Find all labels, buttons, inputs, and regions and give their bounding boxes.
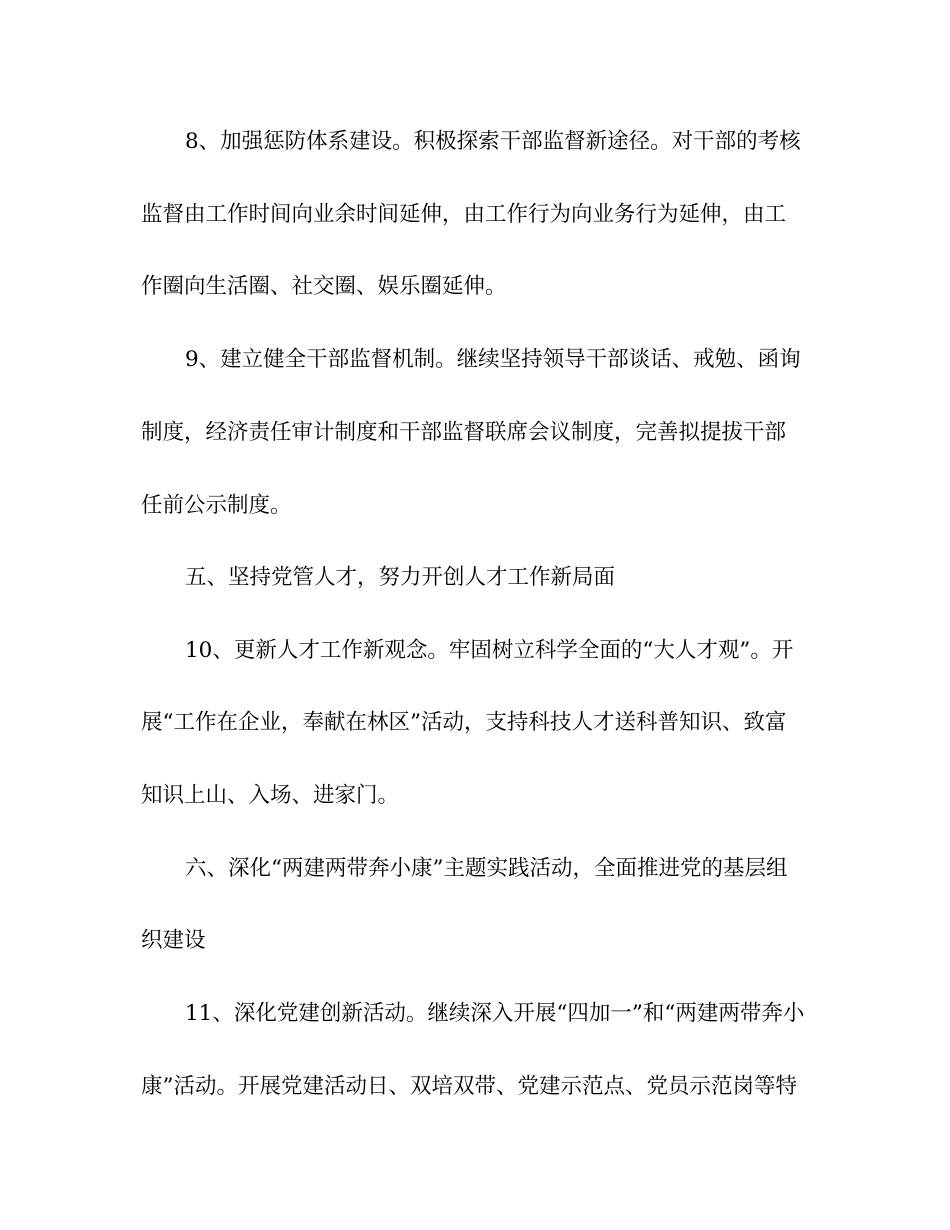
paragraph-11-line-2: 康”活动。开展党建活动日、双培双带、党建示范点、党员示范岗等特 xyxy=(141,1074,797,1099)
paragraph-8-line-3: 作圈向生活圈、社交圈、娱乐圈延伸。 xyxy=(141,274,507,299)
paragraph-8-line-1: 8、加强惩防体系建设。积极探索干部监督新途径。对干部的考核 xyxy=(185,129,801,154)
paragraph-10-line-2: 展“工作在企业，奉献在林区”活动，支持科技人才送科普知识、致富 xyxy=(141,710,787,735)
paragraph-9-line-2: 制度，经济责任审计制度和干部监督联席会议制度，完善拟提拔干部 xyxy=(141,420,787,445)
paragraph-10-line-3: 知识上山、入场、进家门。 xyxy=(141,783,400,808)
section-6-heading-line-1: 六、深化“两建两带奔小康”主题实践活动，全面推进党的基层组 xyxy=(185,856,788,881)
paragraph-11-line-1: 11、深化党建创新活动。继续深入开展“四加一”和“两建两带奔小 xyxy=(185,1001,805,1026)
paragraph-8-line-2: 监督由工作时间向业余时间延伸，由工作行为向业务行为延伸，由工 xyxy=(141,202,787,227)
section-6-heading-line-2: 织建设 xyxy=(141,928,206,953)
paragraph-10-line-1: 10、更新人才工作新观念。牢固树立科学全面的“大人才观”。开 xyxy=(185,638,794,663)
paragraph-9-line-1: 9、建立健全干部监督机制。继续坚持领导干部谈话、戒勉、函询 xyxy=(185,347,801,372)
paragraph-9-line-3: 任前公示制度。 xyxy=(141,493,292,518)
section-5-heading: 五、坚持党管人才，努力开创人才工作新局面 xyxy=(185,565,616,590)
